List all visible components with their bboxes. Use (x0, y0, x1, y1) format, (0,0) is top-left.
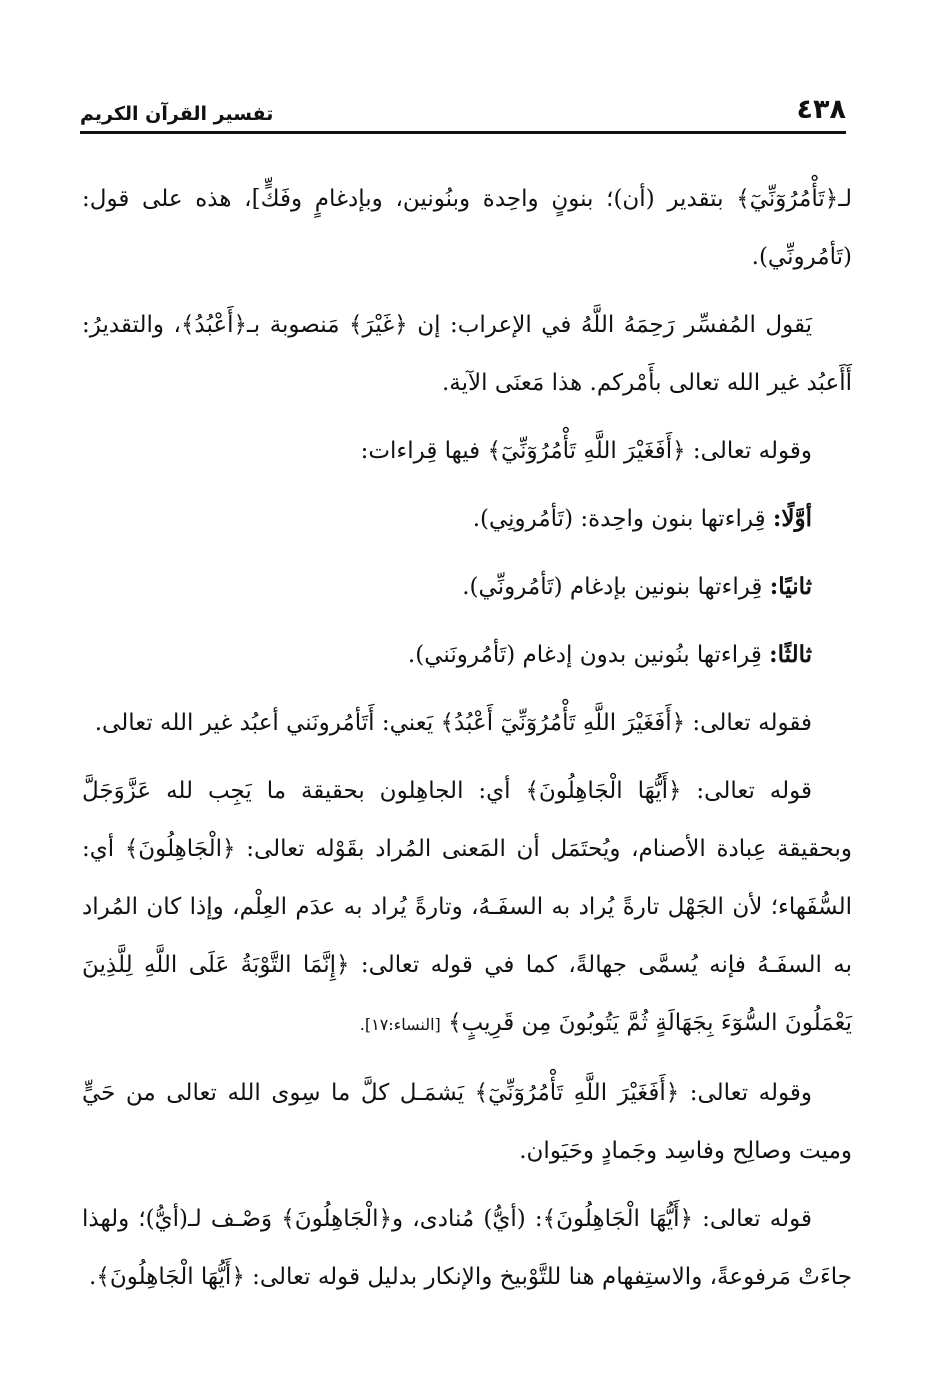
reading-first (82, 490, 852, 548)
paragraph-2: يَقول المُفسِّر رَحِمَهُ اللَّهُ في الإعراب: إن ﴿غَيْرَ﴾ مَنصوبة بـ﴿أَعْبُدُ﴾، والتقديرُ: أَأَعبُد غير الله تعالى بأَمْركم. هذا مَعنَى الآية. (82, 312, 852, 396)
paragraph-8-text: قوله تعالى: ﴿أَيُّهَا الْجَاهِلُونَ﴾ أي: الجاهِلون بحقيقة ما يَجِب لله عَزَّوَجَلَّ وبحقيقة عِبادة الأصنام، ويُحتَمَل أن المَعنى المُراد بقَوْله تعالى: ﴿الْجَاهِلُونَ﴾ أي: السُّفَهاء؛ لأن الجَهْل تارةً يُراد به السفَـهُ، وتارةً يُراد به عدَم العِلْم، وإذا كان المُراد به السفَـهُ فإنه يُسمَّى جهالةً، كما في قوله تعالى: ﴿إِنَّمَا التَّوْبَةُ عَلَى اللَّهِ لِلَّذِينَ يَعْمَلُونَ السُّوٓءَ بِجَهَالَةٍ ثُمَّ يَتُوبُونَ مِن قَرِيبٍ﴾ (82, 778, 852, 1036)
paragraph-3: وقوله تعالى: ﴿أَفَغَيْرَ اللَّهِ تَأْمُرُوٓنِّيٓ﴾ فيها قِراءات: (360, 438, 812, 464)
paragraph-9: وقوله تعالى: ﴿أَفَغَيْرَ اللَّهِ تَأْمُرُوٓنِّيٓ﴾ يَشمَـل كلَّ ما سِوى الله تعالى من حَيٍّ وميت وصالِح وفاسِد وجَمادٍ وحَيَوان. (82, 1080, 852, 1164)
reading-first-lead: أوَّلًا: (772, 505, 812, 532)
paragraph-1: لـ﴿تَأْمُرُوٓنِّيٓ﴾ بتقدير (أن)؛ بنونٍ واحِدة وبنُونين، وبإدغامٍ وفَكٍّ]، هذه على قول: (تَأمُرونِّي). (82, 186, 852, 270)
paragraph-8 (82, 762, 852, 1054)
reading-third-text: قِراءتها بنُونين بدون إدغام (تَأمُرونَني). (407, 642, 762, 668)
quran-reference: [النساء:١٧]. (359, 1015, 441, 1034)
reading-second-text: قِراءتها بنونين بإدغام (تَأمُرونِّي). (462, 574, 763, 600)
paragraph-10: قوله تعالى: ﴿أَيُّهَا الْجَاهِلُونَ﴾: (أيُّ) مُنادى، و﴿الْجَاهِلُونَ﴾ وَصْـف لـ(أيُّ)؛ ولهذا جاءَتْ مَرفوعةً، والاستِفهام هنا للتَّوْبيخ والإنكار بدليل قوله تعالى: ﴿أَيُّهَا الْجَاهِلُونَ﴾. (82, 1206, 852, 1290)
page-header (80, 88, 846, 134)
reading-first-text: قِراءتها بنون واحِدة: (تَأمُرونِي). (472, 506, 766, 532)
reading-second-lead: ثانيًا: (769, 573, 812, 600)
reading-third (82, 626, 852, 684)
page-number: ٤٣٨ (796, 94, 846, 125)
paragraph-7: فقوله تعالى: ﴿أَفَغَيْرَ اللَّهِ تَأْمُرُوٓنِّيٓ أَعْبُدُ﴾ يَعني: أَتَأمُرونَني أعبُد غير الله تعالى. (94, 710, 812, 736)
reading-third-lead: ثالثًا: (769, 641, 812, 668)
reading-second (82, 558, 852, 616)
page-body (82, 170, 852, 1316)
book-title: تفسير القرآن الكريم (80, 103, 274, 125)
